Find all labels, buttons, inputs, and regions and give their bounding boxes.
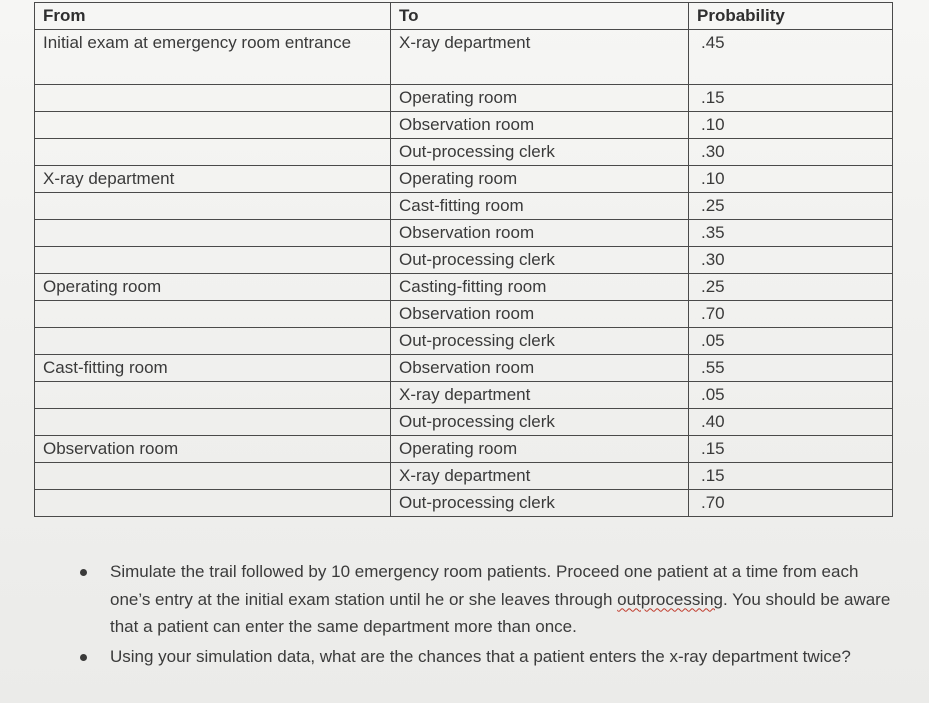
cell-probability: .15 bbox=[689, 436, 893, 463]
cell-probability: .05 bbox=[689, 382, 893, 409]
table-header-row bbox=[35, 3, 893, 30]
cell-from bbox=[35, 490, 391, 517]
cell-from bbox=[35, 112, 391, 139]
cell-probability: .40 bbox=[689, 409, 893, 436]
table-row bbox=[35, 166, 893, 193]
cell-probability: .35 bbox=[689, 220, 893, 247]
cell-to: X-ray department bbox=[391, 30, 689, 85]
cell-probability: .10 bbox=[689, 112, 893, 139]
table-row bbox=[35, 355, 893, 382]
table-body bbox=[35, 30, 893, 517]
table-row bbox=[35, 328, 893, 355]
header-probability: Probability bbox=[689, 3, 893, 30]
cell-to: X-ray department bbox=[391, 463, 689, 490]
cell-probability: .70 bbox=[689, 301, 893, 328]
cell-to: Observation room bbox=[391, 112, 689, 139]
cell-from bbox=[35, 193, 391, 220]
transition-probability-table bbox=[34, 2, 893, 517]
cell-probability: .55 bbox=[689, 355, 893, 382]
cell-probability: .70 bbox=[689, 490, 893, 517]
cell-probability: .30 bbox=[689, 139, 893, 166]
cell-to: Observation room bbox=[391, 355, 689, 382]
bullet-icon bbox=[80, 569, 87, 576]
table-row bbox=[35, 301, 893, 328]
table-row bbox=[35, 193, 893, 220]
table-row bbox=[35, 139, 893, 166]
cell-probability: .45 bbox=[689, 30, 893, 85]
table-row bbox=[35, 409, 893, 436]
question-1-text-end: . You should be aware that a patient can enter the same department more than once. bbox=[110, 589, 891, 636]
cell-to: Observation room bbox=[391, 301, 689, 328]
cell-to: Operating room bbox=[391, 436, 689, 463]
cell-from bbox=[35, 247, 391, 274]
cell-from: Initial exam at emergency room entrance bbox=[35, 30, 391, 85]
cell-to: Out-processing clerk bbox=[391, 139, 689, 166]
table-row bbox=[35, 436, 893, 463]
cell-from bbox=[35, 409, 391, 436]
cell-probability: .15 bbox=[689, 85, 893, 112]
cell-from bbox=[35, 85, 391, 112]
cell-from bbox=[35, 301, 391, 328]
table-row bbox=[35, 30, 893, 85]
question-list bbox=[68, 558, 898, 672]
cell-from bbox=[35, 139, 391, 166]
cell-to: Out-processing clerk bbox=[391, 247, 689, 274]
cell-to: Casting-fitting room bbox=[391, 274, 689, 301]
table-row bbox=[35, 85, 893, 112]
question-2-text: Using your simulation data, what are the chances that a patient enters the x-ray department twice? bbox=[110, 646, 851, 666]
cell-probability: .15 bbox=[689, 463, 893, 490]
list-item bbox=[68, 643, 898, 671]
cell-probability: .25 bbox=[689, 193, 893, 220]
list-item bbox=[68, 558, 898, 641]
cell-to: X-ray department bbox=[391, 382, 689, 409]
cell-from bbox=[35, 382, 391, 409]
cell-to: Cast-fitting room bbox=[391, 193, 689, 220]
cell-from bbox=[35, 220, 391, 247]
cell-from bbox=[35, 463, 391, 490]
cell-from bbox=[35, 328, 391, 355]
table-row bbox=[35, 382, 893, 409]
spellcheck-flagged-word[interactable]: outprocessing bbox=[617, 589, 723, 609]
cell-probability: .25 bbox=[689, 274, 893, 301]
cell-probability: .10 bbox=[689, 166, 893, 193]
cell-from: X-ray department bbox=[35, 166, 391, 193]
bullet-icon bbox=[80, 654, 87, 661]
table-row bbox=[35, 247, 893, 274]
cell-to: Observation room bbox=[391, 220, 689, 247]
cell-probability: .05 bbox=[689, 328, 893, 355]
cell-to: Out-processing clerk bbox=[391, 409, 689, 436]
header-to: To bbox=[391, 3, 689, 30]
cell-from: Cast-fitting room bbox=[35, 355, 391, 382]
cell-to: Out-processing clerk bbox=[391, 490, 689, 517]
cell-to: Out-processing clerk bbox=[391, 328, 689, 355]
cell-probability: .30 bbox=[689, 247, 893, 274]
table-row bbox=[35, 274, 893, 301]
table-row bbox=[35, 463, 893, 490]
cell-to: Operating room bbox=[391, 85, 689, 112]
cell-from: Observation room bbox=[35, 436, 391, 463]
question-1-text-start: Simulate the trail followed by 10 emergency room patients. Proceed one patient at a time from each one’s entry at the initial exam station until he or she leaves through bbox=[110, 562, 859, 609]
table-row bbox=[35, 112, 893, 139]
table-row bbox=[35, 220, 893, 247]
table-row bbox=[35, 490, 893, 517]
cell-to: Operating room bbox=[391, 166, 689, 193]
cell-from: Operating room bbox=[35, 274, 391, 301]
header-from: From bbox=[35, 3, 391, 30]
